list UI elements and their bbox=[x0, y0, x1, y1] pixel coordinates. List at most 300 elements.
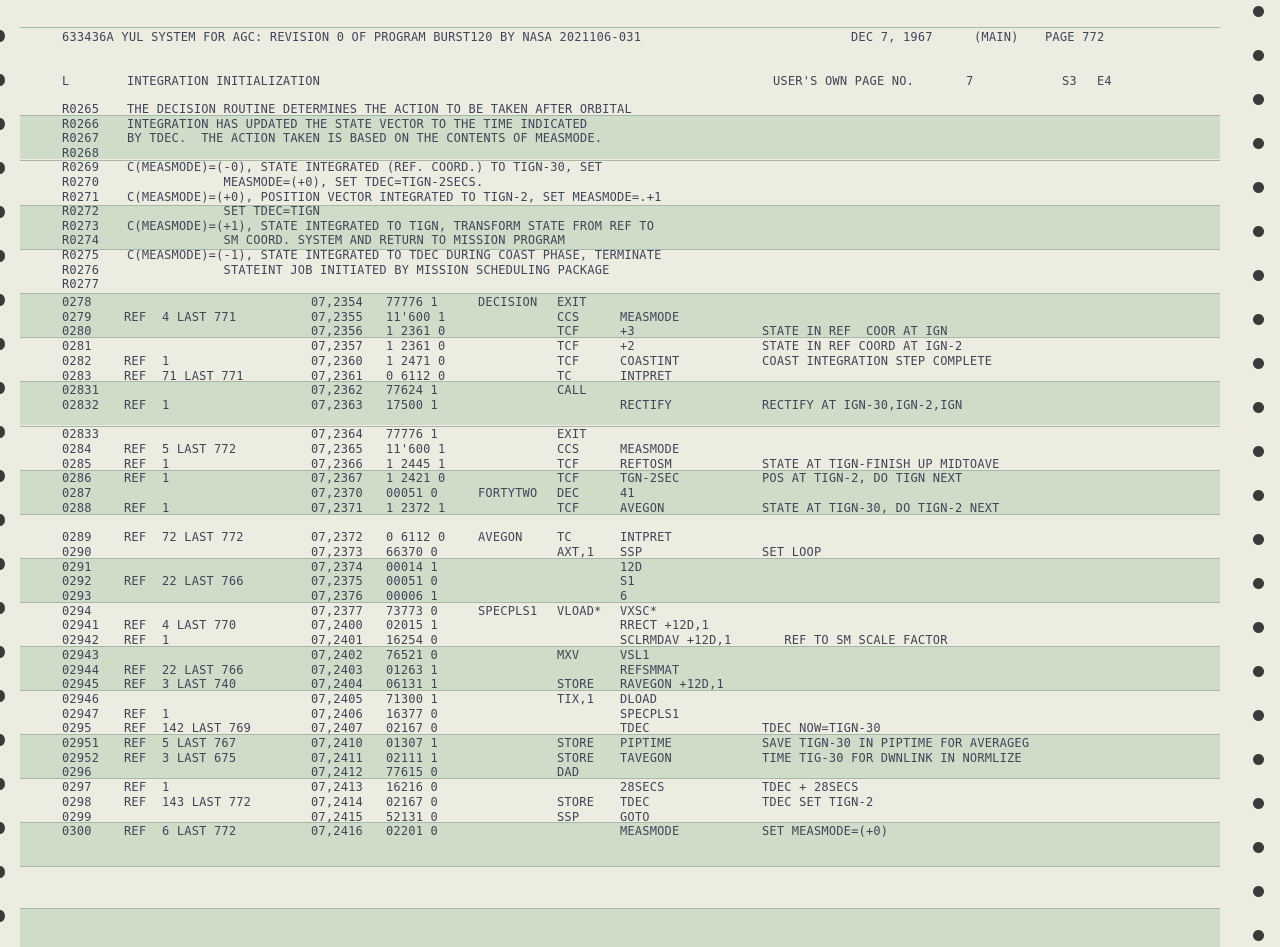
tractor-hole bbox=[1253, 314, 1264, 325]
line-number: R0265 bbox=[62, 102, 100, 116]
ref-marker: REF bbox=[124, 471, 147, 486]
label: DECISION bbox=[478, 295, 538, 309]
ref-marker: REF bbox=[124, 353, 147, 368]
opcode: MXV bbox=[557, 647, 580, 662]
tractor-hole bbox=[0, 162, 5, 174]
line-number: 02951 bbox=[62, 736, 100, 750]
operand: 28SECS bbox=[620, 780, 665, 795]
tractor-hole bbox=[0, 690, 5, 702]
opcode: EXIT bbox=[557, 295, 587, 309]
address: 07,2377 bbox=[311, 603, 363, 618]
octal-word: 1 2471 0 bbox=[386, 353, 446, 368]
line-number: R0274 bbox=[62, 233, 100, 248]
tractor-hole bbox=[0, 822, 5, 834]
last-ref: 5 LAST 767 bbox=[162, 736, 237, 750]
tractor-hole bbox=[1253, 710, 1264, 721]
address: 07,2364 bbox=[311, 427, 363, 442]
address: 07,2405 bbox=[311, 691, 363, 706]
last-ref: 1 bbox=[162, 353, 170, 368]
ref-marker: REF bbox=[124, 309, 147, 324]
octal-word: 77776 1 bbox=[386, 427, 438, 442]
operand: VXSC* bbox=[620, 603, 658, 618]
ref-marker: REF bbox=[124, 677, 147, 692]
comment-text: C(MEASMODE)=(+1), STATE INTEGRATED TO TIGN, TRANSFORM STATE FROM REF TO bbox=[127, 218, 655, 233]
line-comment: RECTIFY AT IGN-30,IGN-2,IGN bbox=[762, 397, 963, 412]
band-rule bbox=[20, 908, 1220, 909]
address: 07,2410 bbox=[311, 736, 363, 750]
tractor-hole bbox=[0, 470, 5, 482]
tractor-hole bbox=[1253, 270, 1264, 281]
octal-word: 1 2361 0 bbox=[386, 324, 446, 339]
tractor-hole bbox=[0, 30, 5, 42]
tractor-holes-left bbox=[0, 0, 20, 947]
address: 07,2365 bbox=[311, 442, 363, 456]
ref-marker: REF bbox=[124, 721, 147, 736]
octal-word: 01263 1 bbox=[386, 662, 438, 677]
tractor-hole bbox=[1253, 402, 1264, 413]
last-ref: 22 LAST 766 bbox=[162, 662, 244, 677]
octal-word: 77776 1 bbox=[386, 295, 438, 309]
octal-word: 02201 0 bbox=[386, 824, 438, 839]
octal-word: 66370 0 bbox=[386, 544, 438, 559]
line-comment: TDEC SET TIGN-2 bbox=[762, 794, 874, 809]
line-comment: STATE IN REF COOR AT IGN bbox=[762, 324, 948, 339]
ref-marker: REF bbox=[124, 706, 147, 721]
address: 07,2416 bbox=[311, 824, 363, 839]
octal-word: 16216 0 bbox=[386, 780, 438, 795]
opcode: STORE bbox=[557, 794, 595, 809]
last-ref: 1 bbox=[162, 780, 170, 795]
header-job-info: 633436A YUL SYSTEM FOR AGC: REVISION 0 OF PROGRAM BURST120 BY NASA 2021106-031 bbox=[62, 30, 642, 44]
line-number: 0300 bbox=[62, 824, 92, 839]
opcode: DEC bbox=[557, 486, 580, 501]
opcode: SSP bbox=[557, 809, 580, 824]
ref-marker: REF bbox=[124, 500, 147, 515]
line-number: 02952 bbox=[62, 750, 100, 765]
line-number: 02941 bbox=[62, 618, 100, 633]
operand: 12D bbox=[620, 559, 643, 574]
opcode: TCF bbox=[557, 339, 580, 354]
line-comment: STATE IN REF COORD AT IGN-2 bbox=[762, 339, 963, 354]
address: 07,2401 bbox=[311, 633, 363, 648]
address: 07,2362 bbox=[311, 383, 363, 398]
octal-word: 77615 0 bbox=[386, 765, 438, 780]
octal-word: 76521 0 bbox=[386, 647, 438, 662]
section-title: INTEGRATION INITIALIZATION bbox=[127, 74, 321, 88]
header-page-label: PAGE 772 bbox=[1045, 30, 1105, 44]
tractor-hole bbox=[1253, 50, 1264, 61]
tractor-hole bbox=[1253, 666, 1264, 677]
operand: RECTIFY bbox=[620, 397, 672, 412]
octal-word: 71300 1 bbox=[386, 691, 438, 706]
line-number: 0294 bbox=[62, 603, 92, 618]
operand: SCLRMDAV +12D,1 bbox=[620, 633, 732, 648]
tractor-hole bbox=[0, 866, 5, 878]
last-ref: 1 bbox=[162, 456, 170, 471]
ref-marker: REF bbox=[124, 780, 147, 795]
line-number: 0299 bbox=[62, 809, 92, 824]
comment-text: INTEGRATION HAS UPDATED THE STATE VECTOR TO THE TIME INDICATED bbox=[127, 116, 588, 131]
operand: VSL1 bbox=[620, 647, 650, 662]
operand: TDEC bbox=[620, 721, 650, 736]
ref-marker: REF bbox=[124, 633, 147, 648]
ref-marker: REF bbox=[124, 794, 147, 809]
address: 07,2402 bbox=[311, 647, 363, 662]
address: 07,2414 bbox=[311, 794, 363, 809]
line-number: 02943 bbox=[62, 647, 100, 662]
address: 07,2374 bbox=[311, 559, 363, 574]
tractor-hole bbox=[1253, 886, 1264, 897]
line-number: 0295 bbox=[62, 721, 92, 736]
octal-word: 0 6112 0 bbox=[386, 530, 446, 545]
last-ref: 4 LAST 771 bbox=[162, 309, 237, 324]
line-comment: TDEC + 28SECS bbox=[762, 780, 859, 795]
opcode: CCS bbox=[557, 442, 580, 456]
tractor-hole bbox=[1253, 578, 1264, 589]
opcode: TCF bbox=[557, 500, 580, 515]
tractor-hole bbox=[1253, 6, 1264, 17]
opcode: DAD bbox=[557, 765, 580, 780]
last-ref: 143 LAST 772 bbox=[162, 794, 252, 809]
line-number: 0285 bbox=[62, 456, 92, 471]
opcode: CALL bbox=[557, 383, 587, 398]
operand: 6 bbox=[620, 589, 628, 603]
address: 07,2375 bbox=[311, 574, 363, 589]
line-number: 02944 bbox=[62, 662, 100, 677]
line-comment: SET LOOP bbox=[762, 544, 822, 559]
tractor-hole bbox=[0, 646, 5, 658]
users-page-number: 7 bbox=[966, 74, 974, 88]
line-number: R0277 bbox=[62, 277, 100, 292]
line-comment: STATE AT TIGN-FINISH UP MIDTOAVE bbox=[762, 456, 1000, 471]
operand: TGN-2SEC bbox=[620, 471, 680, 486]
comment-text: THE DECISION ROUTINE DETERMINES THE ACTION TO BE TAKEN AFTER ORBITAL bbox=[127, 102, 632, 116]
operand: RRECT +12D,1 bbox=[620, 618, 710, 633]
line-number: R0275 bbox=[62, 248, 100, 262]
line-number: 0290 bbox=[62, 544, 92, 559]
opcode: TIX,1 bbox=[557, 691, 595, 706]
octal-word: 77624 1 bbox=[386, 383, 438, 398]
line-number: 0283 bbox=[62, 368, 92, 383]
tractor-hole bbox=[1253, 182, 1264, 193]
address: 07,2360 bbox=[311, 353, 363, 368]
octal-word: 73773 0 bbox=[386, 603, 438, 618]
line-comment: TDEC NOW=TIGN-30 bbox=[762, 721, 881, 736]
operand: MEASMODE bbox=[620, 824, 680, 839]
last-ref: 3 LAST 740 bbox=[162, 677, 237, 692]
line-comment: POS AT TIGN-2, DO TIGN NEXT bbox=[762, 471, 963, 486]
opcode: STORE bbox=[557, 677, 595, 692]
line-number: R0272 bbox=[62, 204, 100, 219]
octal-word: 00051 0 bbox=[386, 486, 438, 501]
last-ref: 71 LAST 771 bbox=[162, 368, 244, 383]
ref-marker: REF bbox=[124, 662, 147, 677]
line-number: R0269 bbox=[62, 160, 100, 175]
opcode: CCS bbox=[557, 309, 580, 324]
comment-text: SET TDEC=TIGN bbox=[127, 204, 321, 219]
line-number: R0273 bbox=[62, 218, 100, 233]
tractor-hole bbox=[1253, 622, 1264, 633]
tractor-hole bbox=[0, 74, 5, 86]
band-rule bbox=[20, 866, 1220, 867]
operand: INTPRET bbox=[620, 368, 672, 383]
octal-word: 11'600 1 bbox=[386, 309, 446, 324]
comment-text: C(MEASMODE)=(+0), POSITION VECTOR INTEGRATED TO TIGN-2, SET MEASMODE=.+1 bbox=[127, 189, 662, 204]
tractor-hole bbox=[1253, 754, 1264, 765]
line-number: R0276 bbox=[62, 262, 100, 277]
line-number: 0291 bbox=[62, 559, 92, 574]
address: 07,2407 bbox=[311, 721, 363, 736]
address: 07,2415 bbox=[311, 809, 363, 824]
tractor-hole bbox=[0, 294, 5, 306]
ref-marker: REF bbox=[124, 750, 147, 765]
address: 07,2357 bbox=[311, 339, 363, 354]
opcode: TC bbox=[557, 368, 572, 383]
octal-word: 02167 0 bbox=[386, 721, 438, 736]
tractor-hole bbox=[1253, 930, 1264, 941]
tractor-hole bbox=[0, 910, 5, 922]
address: 07,2370 bbox=[311, 486, 363, 501]
octal-word: 1 2445 1 bbox=[386, 456, 446, 471]
tractor-hole bbox=[0, 382, 5, 394]
line-number: 02942 bbox=[62, 633, 100, 648]
opcode: TC bbox=[557, 530, 572, 545]
ref-marker: REF bbox=[124, 618, 147, 633]
operand: COASTINT bbox=[620, 353, 680, 368]
label: FORTYTWO bbox=[478, 486, 538, 501]
opcode: STORE bbox=[557, 750, 595, 765]
line-number: 02833 bbox=[62, 427, 100, 442]
opcode: TCF bbox=[557, 471, 580, 486]
line-number: R0267 bbox=[62, 131, 100, 146]
octal-word: 0 6112 0 bbox=[386, 368, 446, 383]
operand: GOTO bbox=[620, 809, 650, 824]
ref-marker: REF bbox=[124, 368, 147, 383]
address: 07,2373 bbox=[311, 544, 363, 559]
line-number: 0287 bbox=[62, 486, 92, 501]
greenbar-band bbox=[20, 908, 1220, 947]
line-number: 0282 bbox=[62, 353, 92, 368]
line-number: 02946 bbox=[62, 691, 100, 706]
ref-marker: REF bbox=[124, 442, 147, 456]
octal-word: 00014 1 bbox=[386, 559, 438, 574]
ref-marker: REF bbox=[124, 530, 147, 545]
address: 07,2355 bbox=[311, 309, 363, 324]
octal-word: 01307 1 bbox=[386, 736, 438, 750]
section-column: E4 bbox=[1097, 74, 1112, 88]
operand: MEASMODE bbox=[620, 309, 680, 324]
line-number: 02947 bbox=[62, 706, 100, 721]
line-number: R0266 bbox=[62, 116, 100, 131]
band-rule bbox=[20, 778, 1220, 779]
line-number: 02831 bbox=[62, 383, 100, 398]
comment-text: STATEINT JOB INITIATED BY MISSION SCHEDULING PACKAGE bbox=[127, 262, 610, 277]
last-ref: 1 bbox=[162, 397, 170, 412]
address: 07,2376 bbox=[311, 589, 363, 603]
operand: S1 bbox=[620, 574, 635, 589]
tractor-hole bbox=[1253, 842, 1264, 853]
last-ref: 22 LAST 766 bbox=[162, 574, 244, 589]
comment-text: C(MEASMODE)=(-0), STATE INTEGRATED (REF. COORD.) TO TIGN-30, SET bbox=[127, 160, 603, 175]
address: 07,2354 bbox=[311, 295, 363, 309]
line-number: 0293 bbox=[62, 589, 92, 603]
header-main-label: (MAIN) bbox=[974, 30, 1019, 44]
octal-word: 11'600 1 bbox=[386, 442, 446, 456]
address: 07,2363 bbox=[311, 397, 363, 412]
address: 07,2366 bbox=[311, 456, 363, 471]
opcode: TCF bbox=[557, 456, 580, 471]
last-ref: 5 LAST 772 bbox=[162, 442, 237, 456]
operand: SSP bbox=[620, 544, 643, 559]
operand: RAVEGON +12D,1 bbox=[620, 677, 724, 692]
tractor-hole bbox=[0, 118, 5, 130]
octal-word: 16254 0 bbox=[386, 633, 438, 648]
line-number: 0289 bbox=[62, 530, 92, 545]
address: 07,2412 bbox=[311, 765, 363, 780]
octal-word: 02015 1 bbox=[386, 618, 438, 633]
line-comment: STATE AT TIGN-30, DO TIGN-2 NEXT bbox=[762, 500, 1000, 515]
operand: MEASMODE bbox=[620, 442, 680, 456]
comment-text: C(MEASMODE)=(-1), STATE INTEGRATED TO TDEC DURING COAST PHASE, TERMINATE bbox=[127, 248, 662, 262]
tractor-hole bbox=[1253, 798, 1264, 809]
ref-marker: REF bbox=[124, 736, 147, 750]
line-number: 0288 bbox=[62, 500, 92, 515]
line-number: 0280 bbox=[62, 324, 92, 339]
comment-text: MEASMODE=(+0), SET TDEC=TIGN-2SECS. bbox=[127, 175, 484, 189]
tractor-hole bbox=[0, 426, 5, 438]
line-number: 02832 bbox=[62, 397, 100, 412]
opcode: VLOAD* bbox=[557, 603, 602, 618]
tractor-hole bbox=[1253, 94, 1264, 105]
address: 07,2403 bbox=[311, 662, 363, 677]
line-number: 0284 bbox=[62, 442, 92, 456]
ref-marker: REF bbox=[124, 397, 147, 412]
address: 07,2356 bbox=[311, 324, 363, 339]
line-comment: SAVE TIGN-30 IN PIPTIME FOR AVERAGEG bbox=[762, 736, 1030, 750]
address: 07,2400 bbox=[311, 618, 363, 633]
tractor-holes-right bbox=[1240, 0, 1280, 947]
address: 07,2367 bbox=[311, 471, 363, 486]
ref-marker: REF bbox=[124, 574, 147, 589]
octal-word: 02111 1 bbox=[386, 750, 438, 765]
octal-word: 1 2372 1 bbox=[386, 500, 446, 515]
opcode: EXIT bbox=[557, 427, 587, 442]
octal-word: 02167 0 bbox=[386, 794, 438, 809]
label: AVEGON bbox=[478, 530, 523, 545]
line-comment: TIME TIG-30 FOR DWNLINK IN NORMLIZE bbox=[762, 750, 1022, 765]
octal-word: 1 2421 0 bbox=[386, 471, 446, 486]
operand: PIPTIME bbox=[620, 736, 672, 750]
line-number: 0278 bbox=[62, 295, 92, 309]
line-number: 0292 bbox=[62, 574, 92, 589]
band-rule bbox=[20, 27, 1220, 28]
operand: +3 bbox=[620, 324, 635, 339]
line-number: 0298 bbox=[62, 794, 92, 809]
operand: REFSMMAT bbox=[620, 662, 680, 677]
band-rule bbox=[20, 293, 1220, 294]
label: SPECPLS1 bbox=[478, 603, 538, 618]
tractor-hole bbox=[1253, 138, 1264, 149]
last-ref: 3 LAST 675 bbox=[162, 750, 237, 765]
tractor-hole bbox=[0, 514, 5, 526]
address: 07,2406 bbox=[311, 706, 363, 721]
line-number: 02945 bbox=[62, 677, 100, 692]
opcode: STORE bbox=[557, 736, 595, 750]
comment-text: SM COORD. SYSTEM AND RETURN TO MISSION PROGRAM bbox=[127, 233, 566, 248]
line-number: R0270 bbox=[62, 175, 100, 189]
last-ref: 72 LAST 772 bbox=[162, 530, 244, 545]
address: 07,2404 bbox=[311, 677, 363, 692]
opcode: TCF bbox=[557, 353, 580, 368]
line-number: 0296 bbox=[62, 765, 92, 780]
operand: INTPRET bbox=[620, 530, 672, 545]
band-rule bbox=[20, 426, 1220, 427]
tractor-hole bbox=[0, 206, 5, 218]
octal-word: 52131 0 bbox=[386, 809, 438, 824]
users-page-label: USER'S OWN PAGE NO. bbox=[773, 74, 915, 88]
section-sheet: S3 bbox=[1062, 74, 1077, 88]
tractor-hole bbox=[0, 778, 5, 790]
address: 07,2411 bbox=[311, 750, 363, 765]
tractor-hole bbox=[1253, 226, 1264, 237]
comment-text: BY TDEC. THE ACTION TAKEN IS BASED ON THE CONTENTS OF MEASMODE. bbox=[127, 131, 603, 146]
last-ref: 1 bbox=[162, 471, 170, 486]
tractor-hole bbox=[0, 558, 5, 570]
octal-word: 16377 0 bbox=[386, 706, 438, 721]
octal-word: 06131 1 bbox=[386, 677, 438, 692]
operand: DLOAD bbox=[620, 691, 658, 706]
ref-marker: REF bbox=[124, 824, 147, 839]
operand: TDEC bbox=[620, 794, 650, 809]
line-number: 0297 bbox=[62, 780, 92, 795]
tractor-hole bbox=[0, 602, 5, 614]
last-ref: 1 bbox=[162, 706, 170, 721]
header-date: DEC 7, 1967 bbox=[851, 30, 933, 44]
last-ref: 6 LAST 772 bbox=[162, 824, 237, 839]
opcode: TCF bbox=[557, 324, 580, 339]
address: 07,2372 bbox=[311, 530, 363, 545]
line-number: 0286 bbox=[62, 471, 92, 486]
line-number: R0268 bbox=[62, 145, 100, 160]
octal-word: 00006 1 bbox=[386, 589, 438, 603]
operand: 41 bbox=[620, 486, 635, 501]
operand: TAVEGON bbox=[620, 750, 672, 765]
tractor-hole bbox=[0, 734, 5, 746]
operand: REFTOSM bbox=[620, 456, 672, 471]
tractor-hole bbox=[0, 250, 5, 262]
ref-marker: REF bbox=[124, 456, 147, 471]
line-number: 0279 bbox=[62, 309, 92, 324]
tractor-hole bbox=[0, 338, 5, 350]
last-ref: 1 bbox=[162, 500, 170, 515]
tractor-hole bbox=[1253, 446, 1264, 457]
last-ref: 1 bbox=[162, 633, 170, 648]
operand: +2 bbox=[620, 339, 635, 354]
octal-word: 17500 1 bbox=[386, 397, 438, 412]
address: 07,2371 bbox=[311, 500, 363, 515]
opcode: AXT,1 bbox=[557, 544, 595, 559]
address: 07,2413 bbox=[311, 780, 363, 795]
tractor-hole bbox=[1253, 534, 1264, 545]
section-code: L bbox=[62, 74, 70, 88]
octal-word: 00051 0 bbox=[386, 574, 438, 589]
last-ref: 4 LAST 770 bbox=[162, 618, 237, 633]
line-number: 0281 bbox=[62, 339, 92, 354]
line-comment: REF TO SM SCALE FACTOR bbox=[762, 633, 948, 648]
tractor-hole bbox=[1253, 490, 1264, 501]
line-comment: SET MEASMODE=(+0) bbox=[762, 824, 889, 839]
address: 07,2361 bbox=[311, 368, 363, 383]
